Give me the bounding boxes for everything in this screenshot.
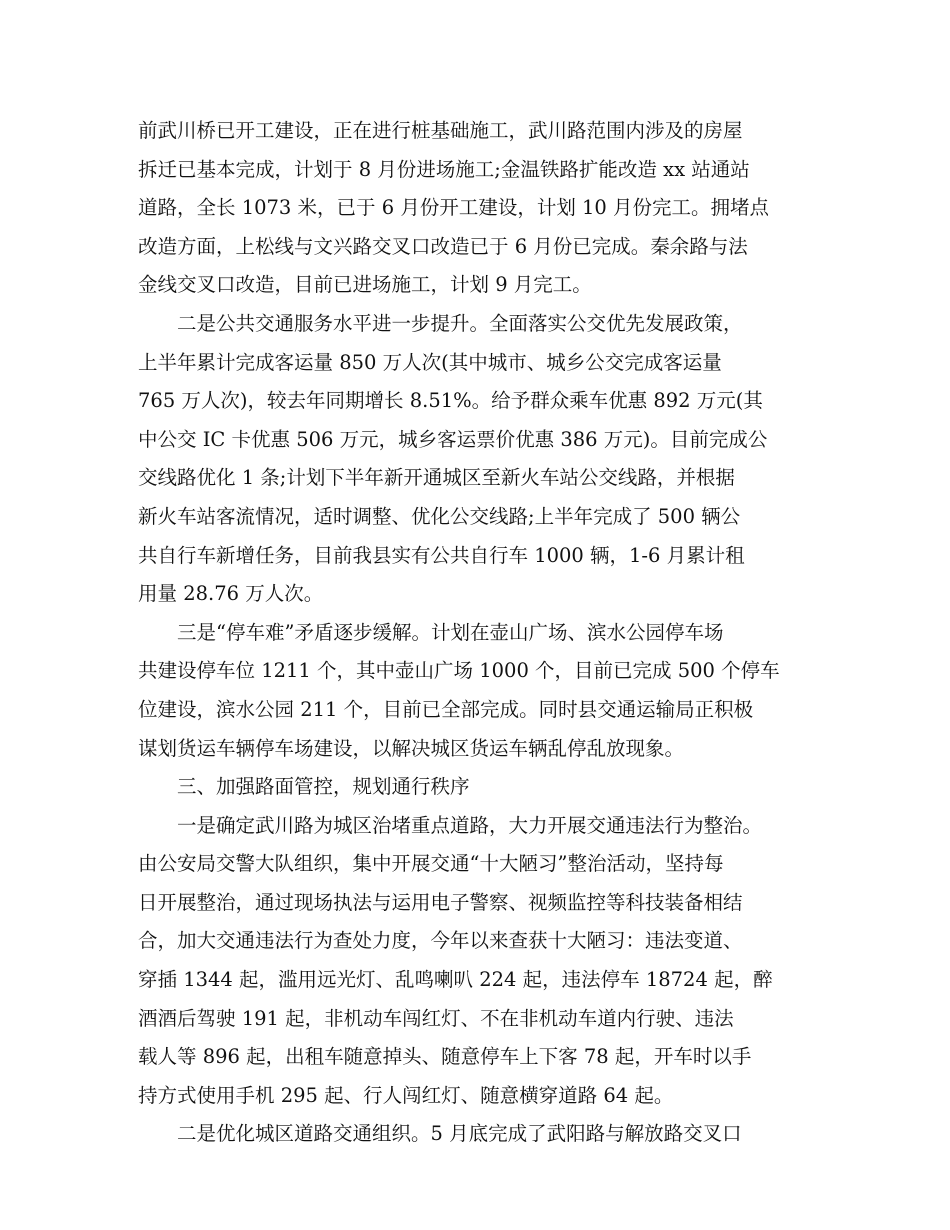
text-line: 三是“停车难”矛盾逐步缓解。计划在壶山广场、滨水公园停车场 — [177, 620, 724, 644]
text-line: 穿插 1344 起，滥用远光灯、乱鸣喇叭 224 起，违法停车 18724 起，醉 — [138, 968, 773, 992]
text-line: 金线交叉口改造，目前已进场施工，计划 9 月完工。 — [138, 273, 592, 297]
text-line: 共建设停车位 1211 个，其中壶山广场 1000 个，目前已完成 500 个停车 — [138, 659, 780, 683]
text-line: 765 万人次)，较去年同期增长 8.51%。给予群众乘车优惠 892 万元(其 — [138, 389, 763, 413]
text-line: 载人等 896 起，出租车随意掉头、随意停车上下客 78 起，开车时以手 — [138, 1045, 752, 1069]
text-line: 日开展整治，通过现场执法与运用电子警察、视频监控等科技装备相结 — [138, 890, 743, 914]
text-line: 二是公共交通服务水平进一步提升。全面落实公交优先发展政策， — [177, 311, 743, 335]
text-line: 中公交 IC 卡优惠 506 万元，城乡客运票价优惠 386 万元)。目前完成公 — [138, 427, 768, 451]
text-line: 位建设，滨水公园 211 个，目前已全部完成。同时县交通运输局正积极 — [138, 697, 754, 721]
text-line: 道路，全长 1073 米，已于 6 月份开工建设，计划 10 月份完工。拥堵点 — [138, 196, 770, 220]
text-line: 合，加大交通违法行为查处力度，今年以来查获十大陋习：违法变道、 — [138, 929, 743, 953]
text-line: 由公安局交警大队组织，集中开展交通“十大陋习”整治活动，坚持每 — [138, 852, 724, 876]
text-line: 前武川桥已开工建设，正在进行桩基础施工，武川路范围内涉及的房屋 — [138, 119, 743, 142]
text-line: 新火车站客流情况，适时调整、优化公交线路;上半年完成了 500 辆公 — [138, 504, 741, 528]
text-line: 交线路优化 1 条;计划下半年新开通城区至新火车站公交线路，并根据 — [138, 466, 735, 490]
text-line: 拆迁已基本完成，计划于 8 月份进场施工;金温铁路扩能改造 xx 站通站 — [138, 157, 750, 181]
text-line: 持方式使用手机 295 起、行人闯红灯、随意横穿道路 64 起。 — [138, 1083, 674, 1107]
document-body — [138, 112, 818, 1154]
text-line: 一是确定武川路为城区治堵重点道路，大力开展交通违法行为整治。 — [177, 813, 763, 837]
text-line: 共自行车新增任务，目前我县实有公共自行车 1000 辆，1-6 月累计租 — [138, 543, 745, 567]
text-line: 酒酒后驾驶 191 起，非机动车闯红灯、不在非机动车道内行驶、违法 — [138, 1006, 734, 1030]
text-line: 二是优化城区道路交通组织。5 月底完成了武阳路与解放路交叉口 — [177, 1122, 742, 1146]
text-line: 三、加强路面管控，规划通行秩序 — [177, 775, 470, 799]
text-line: 谋划货运车辆停车场建设，以解决城区货运车辆乱停乱放现象。 — [138, 736, 685, 760]
text-line: 上半年累计完成客运量 850 万人次(其中城市、城乡公交完成客运量 — [138, 350, 722, 374]
text-line: 改造方面，上松线与文兴路交叉口改造已于 6 月份已完成。秦余路与法 — [138, 234, 748, 258]
text-line: 用量 28.76 万人次。 — [138, 582, 324, 606]
